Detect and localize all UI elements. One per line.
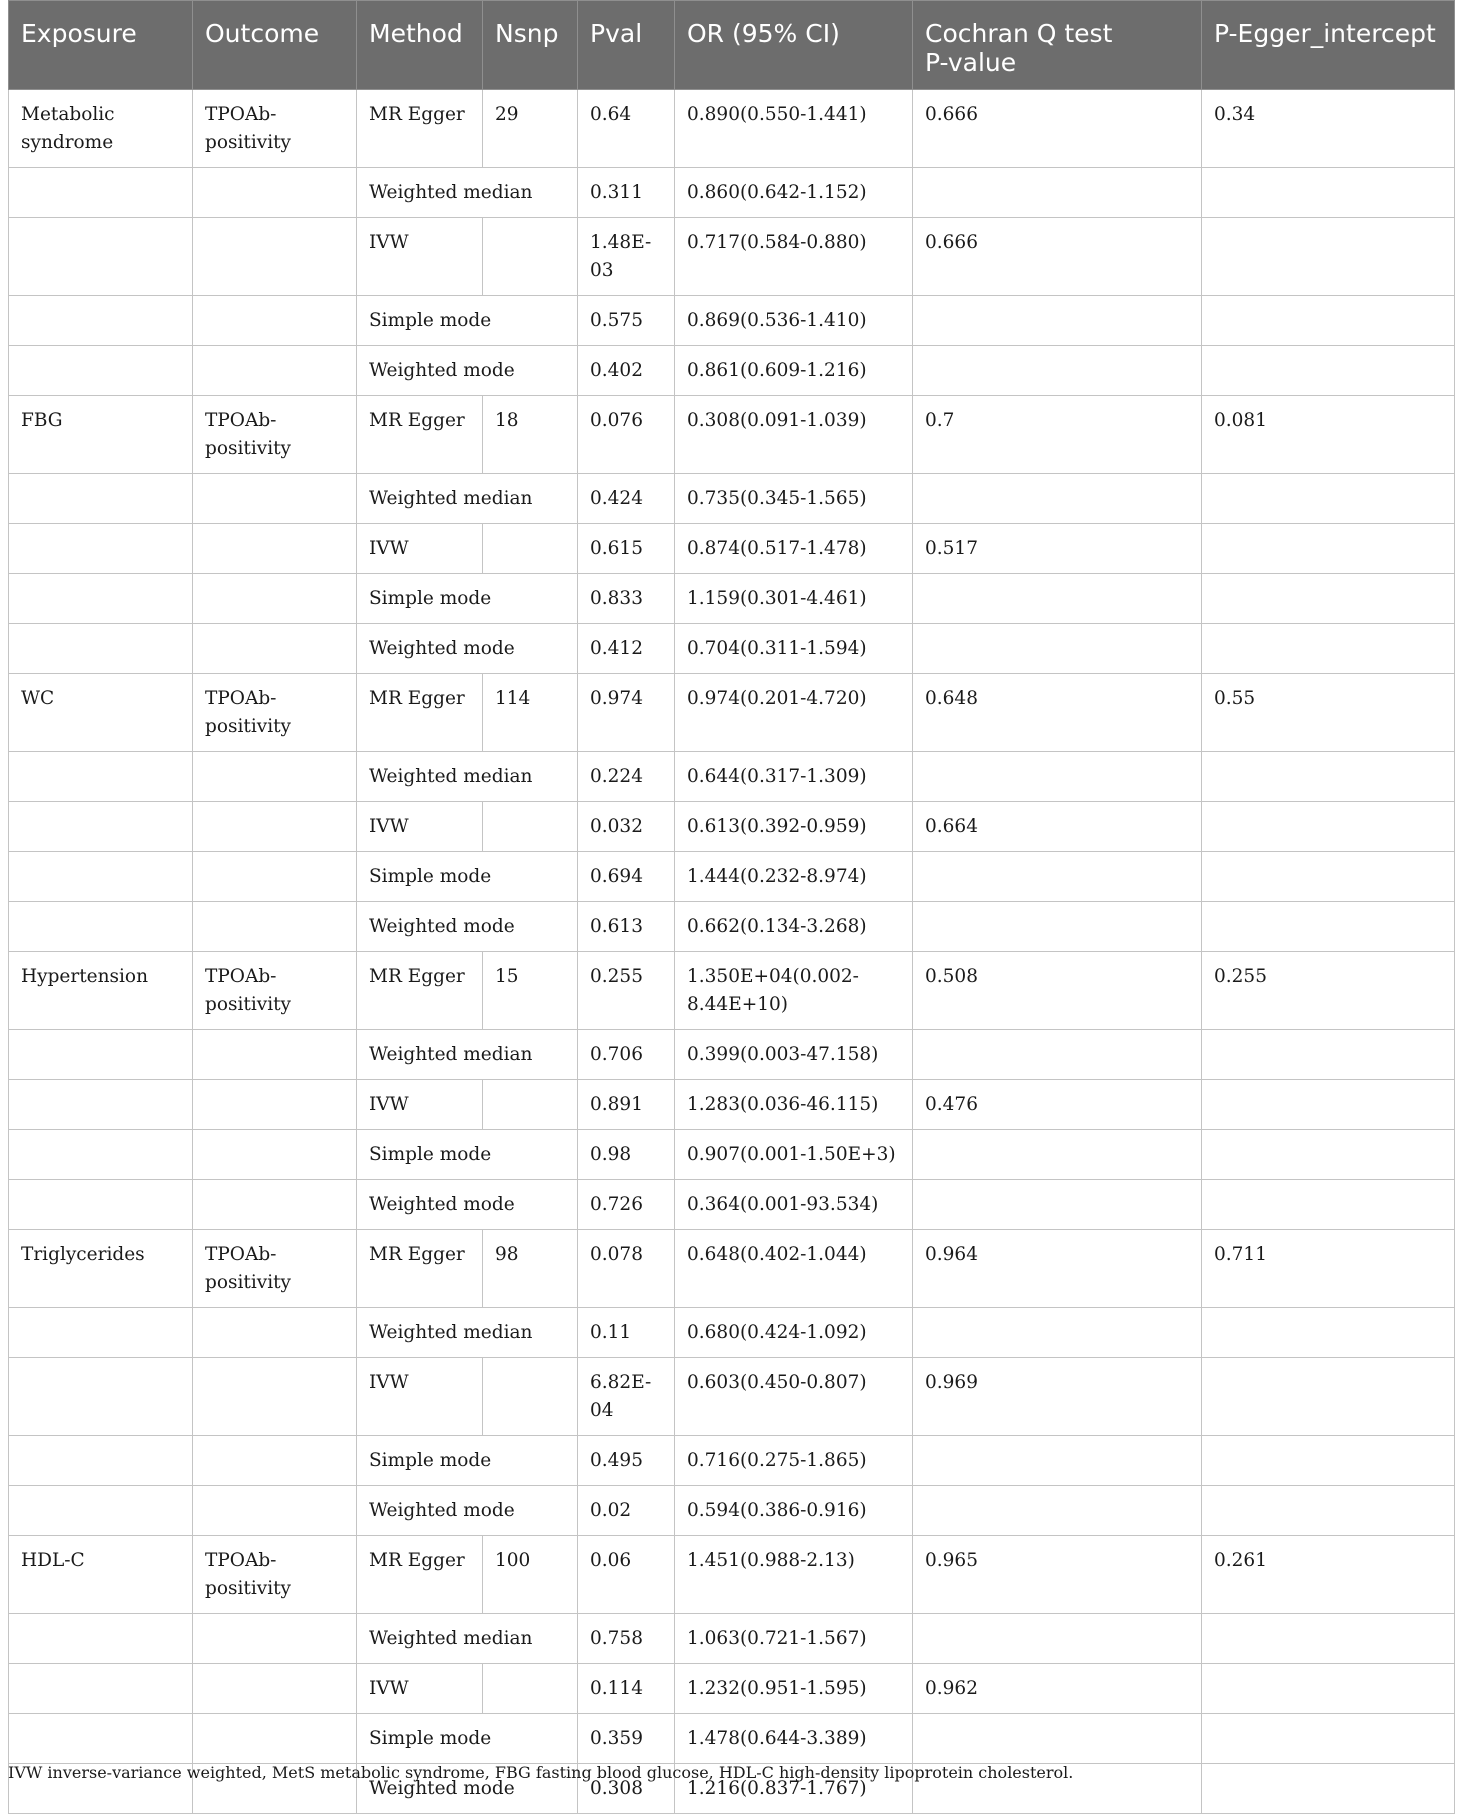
header-egger: P-Egger_intercept: [1202, 1, 1455, 90]
cell-egger: 0.34: [1202, 90, 1455, 168]
cell-egger: [1202, 1664, 1455, 1714]
cell-method: MR Egger: [357, 1230, 483, 1308]
cell-method: MR Egger: [357, 90, 483, 168]
cell-or: 0.716(0.275-1.865): [675, 1436, 913, 1486]
table-row: [9, 1536, 1455, 1614]
cell-pval: 0.308: [578, 1764, 675, 1814]
cell-egger: [1202, 1308, 1455, 1358]
cell-or: 0.735(0.345-1.565): [675, 474, 913, 524]
cell-or: 0.662(0.134-3.268): [675, 902, 913, 952]
cell-egger: [1202, 852, 1455, 902]
cell-q: 0.962: [913, 1664, 1202, 1714]
table-row: [9, 852, 1455, 902]
cell-or: 1.283(0.036-46.115): [675, 1080, 913, 1130]
cell-method: IVW: [357, 218, 483, 296]
cell-egger: [1202, 1180, 1455, 1230]
table-row: [9, 1664, 1455, 1714]
cell-q: [913, 1030, 1202, 1080]
cell-q: [913, 1486, 1202, 1536]
cell-pval: 0.758: [578, 1614, 675, 1664]
cell-method: Simple mode: [357, 1130, 578, 1180]
cell-method: IVW: [357, 1080, 483, 1130]
cell-method: Weighted mode: [357, 902, 578, 952]
cell-outcome: TPOAb-positivity: [193, 396, 357, 474]
cell-or: 0.890(0.550-1.441): [675, 90, 913, 168]
cell-pval: 6.82E-04: [578, 1358, 675, 1436]
cell-q: [913, 1308, 1202, 1358]
cell-pval: 0.224: [578, 752, 675, 802]
cell-exposure: [9, 218, 193, 296]
cell-egger: [1202, 218, 1455, 296]
cell-outcome: [193, 1180, 357, 1230]
cell-or: 1.216(0.837-1.767): [675, 1764, 913, 1814]
cell-outcome: TPOAb-positivity: [193, 952, 357, 1030]
cell-or: 0.869(0.536-1.410): [675, 296, 913, 346]
cell-nsnp: [483, 802, 578, 852]
cell-method: Weighted median: [357, 168, 578, 218]
cell-outcome: [193, 1714, 357, 1764]
table-row: [9, 1180, 1455, 1230]
cell-egger: [1202, 1358, 1455, 1436]
table-row: [9, 1486, 1455, 1536]
table-footnote: IVW inverse-variance weighted, MetS metabolic syndrome, FBG fasting blood glucose, HDL-C high-density lipoprotein cholesterol.: [8, 1763, 1074, 1782]
cell-egger: 0.261: [1202, 1536, 1455, 1614]
cell-outcome: TPOAb-positivity: [193, 1536, 357, 1614]
cell-nsnp: 29: [483, 90, 578, 168]
table-row: [9, 574, 1455, 624]
cell-exposure: [9, 574, 193, 624]
table-row: [9, 1080, 1455, 1130]
cell-pval: 1.48E-03: [578, 218, 675, 296]
cell-pval: 0.495: [578, 1436, 675, 1486]
cell-method: Weighted median: [357, 752, 578, 802]
cell-pval: 0.974: [578, 674, 675, 752]
cell-method: MR Egger: [357, 396, 483, 474]
cell-outcome: TPOAb-positivity: [193, 674, 357, 752]
cell-q: 0.666: [913, 90, 1202, 168]
cell-q: 0.666: [913, 218, 1202, 296]
cell-nsnp: [483, 1080, 578, 1130]
cell-method: IVW: [357, 1358, 483, 1436]
cell-pval: 0.98: [578, 1130, 675, 1180]
cell-exposure: [9, 296, 193, 346]
cell-method: Weighted mode: [357, 1486, 578, 1536]
cell-or: 0.644(0.317-1.309): [675, 752, 913, 802]
cell-exposure: [9, 852, 193, 902]
cell-method: Weighted median: [357, 1308, 578, 1358]
cell-method: Simple mode: [357, 1436, 578, 1486]
cell-outcome: TPOAb-positivity: [193, 90, 357, 168]
cell-outcome: [193, 574, 357, 624]
cell-pval: 0.412: [578, 624, 675, 674]
cell-exposure: [9, 524, 193, 574]
cell-exposure: Hypertension: [9, 952, 193, 1030]
cell-outcome: [193, 1486, 357, 1536]
cell-egger: [1202, 802, 1455, 852]
cell-exposure: Metabolic syndrome: [9, 90, 193, 168]
cell-exposure: [9, 1436, 193, 1486]
header-nsnp: Nsnp: [483, 1, 578, 90]
cell-outcome: [193, 802, 357, 852]
cell-pval: 0.726: [578, 1180, 675, 1230]
cell-exposure: [9, 802, 193, 852]
cell-pval: 0.615: [578, 524, 675, 574]
cell-method: Simple mode: [357, 574, 578, 624]
cell-or: 1.159(0.301-4.461): [675, 574, 913, 624]
cell-pval: 0.613: [578, 902, 675, 952]
cell-egger: [1202, 474, 1455, 524]
table-row: [9, 952, 1455, 1030]
cell-exposure: [9, 168, 193, 218]
cell-exposure: [9, 1714, 193, 1764]
cell-method: Weighted median: [357, 1614, 578, 1664]
cell-exposure: Triglycerides: [9, 1230, 193, 1308]
cell-egger: [1202, 624, 1455, 674]
cell-q: [913, 346, 1202, 396]
cell-or: 0.594(0.386-0.916): [675, 1486, 913, 1536]
cell-pval: 0.311: [578, 168, 675, 218]
cell-method: Simple mode: [357, 296, 578, 346]
cell-egger: [1202, 902, 1455, 952]
cell-method: IVW: [357, 1664, 483, 1714]
cell-exposure: [9, 1308, 193, 1358]
cell-or: 0.613(0.392-0.959): [675, 802, 913, 852]
table-row: [9, 802, 1455, 852]
cell-pval: 0.032: [578, 802, 675, 852]
cell-outcome: [193, 168, 357, 218]
table-row: [9, 1358, 1455, 1436]
cell-pval: 0.11: [578, 1308, 675, 1358]
cell-method: Weighted mode: [357, 1764, 578, 1814]
cell-method: MR Egger: [357, 952, 483, 1030]
table-row: [9, 752, 1455, 802]
cell-q: 0.965: [913, 1536, 1202, 1614]
cell-method: Weighted mode: [357, 1180, 578, 1230]
cell-or: 0.399(0.003-47.158): [675, 1030, 913, 1080]
cell-q: [913, 752, 1202, 802]
cell-or: 0.603(0.450-0.807): [675, 1358, 913, 1436]
cell-outcome: [193, 1614, 357, 1664]
cell-q: [913, 902, 1202, 952]
cell-q: 0.664: [913, 802, 1202, 852]
cell-pval: 0.891: [578, 1080, 675, 1130]
cell-method: MR Egger: [357, 674, 483, 752]
cell-or: 1.444(0.232-8.974): [675, 852, 913, 902]
cell-outcome: [193, 1358, 357, 1436]
header-exposure: Exposure: [9, 1, 193, 90]
cell-outcome: [193, 624, 357, 674]
cell-exposure: [9, 1358, 193, 1436]
cell-q: [913, 1614, 1202, 1664]
cell-exposure: HDL-C: [9, 1536, 193, 1614]
header-outcome: Outcome: [193, 1, 357, 90]
cell-nsnp: [483, 1664, 578, 1714]
table-row: [9, 296, 1455, 346]
cell-outcome: [193, 1130, 357, 1180]
cell-or: 0.874(0.517-1.478): [675, 524, 913, 574]
cell-pval: 0.402: [578, 346, 675, 396]
cell-egger: [1202, 574, 1455, 624]
cell-exposure: [9, 1030, 193, 1080]
cell-egger: [1202, 346, 1455, 396]
cell-pval: 0.076: [578, 396, 675, 474]
header-or: OR (95% CI): [675, 1, 913, 90]
cell-q: [913, 1714, 1202, 1764]
cell-egger: [1202, 1486, 1455, 1536]
cell-exposure: [9, 1130, 193, 1180]
cell-outcome: [193, 1664, 357, 1714]
cell-pval: 0.255: [578, 952, 675, 1030]
cell-q: 0.964: [913, 1230, 1202, 1308]
cell-or: 0.860(0.642-1.152): [675, 168, 913, 218]
cell-method: Weighted mode: [357, 624, 578, 674]
cell-outcome: [193, 1436, 357, 1486]
cell-or: 1.063(0.721-1.567): [675, 1614, 913, 1664]
cell-outcome: [193, 1030, 357, 1080]
cell-q: 0.476: [913, 1080, 1202, 1130]
cell-exposure: [9, 902, 193, 952]
table-row: [9, 396, 1455, 474]
table-row: [9, 168, 1455, 218]
cell-q: [913, 296, 1202, 346]
table-row: [9, 1308, 1455, 1358]
cell-method: Weighted mode: [357, 346, 578, 396]
cell-nsnp: [483, 218, 578, 296]
cell-or: 0.648(0.402-1.044): [675, 1230, 913, 1308]
cell-egger: [1202, 1130, 1455, 1180]
cell-or: 1.350E+04(0.002-8.44E+10): [675, 952, 913, 1030]
cell-nsnp: 114: [483, 674, 578, 752]
table-row: [9, 346, 1455, 396]
cell-egger: [1202, 1030, 1455, 1080]
cell-or: 1.232(0.951-1.595): [675, 1664, 913, 1714]
cell-q: [913, 1436, 1202, 1486]
cell-q: [913, 474, 1202, 524]
cell-exposure: [9, 474, 193, 524]
cell-nsnp: [483, 524, 578, 574]
cell-exposure: [9, 624, 193, 674]
cell-nsnp: 98: [483, 1230, 578, 1308]
cell-q: [913, 1180, 1202, 1230]
cell-nsnp: [483, 1358, 578, 1436]
cell-pval: 0.114: [578, 1664, 675, 1714]
cell-exposure: [9, 346, 193, 396]
cell-q: 0.7: [913, 396, 1202, 474]
cell-egger: [1202, 1436, 1455, 1486]
cell-outcome: [193, 474, 357, 524]
cell-exposure: WC: [9, 674, 193, 752]
cell-pval: 0.706: [578, 1030, 675, 1080]
cell-egger: [1202, 752, 1455, 802]
cell-outcome: [193, 346, 357, 396]
cell-egger: [1202, 168, 1455, 218]
table-row: [9, 218, 1455, 296]
cell-egger: 0.55: [1202, 674, 1455, 752]
cell-egger: 0.081: [1202, 396, 1455, 474]
cell-egger: [1202, 1080, 1455, 1130]
cell-method: MR Egger: [357, 1536, 483, 1614]
cell-pval: 0.02: [578, 1486, 675, 1536]
table-row: [9, 1030, 1455, 1080]
cell-method: Simple mode: [357, 852, 578, 902]
table-row: [9, 474, 1455, 524]
cell-pval: 0.64: [578, 90, 675, 168]
header-method: Method: [357, 1, 483, 90]
cell-exposure: [9, 1614, 193, 1664]
table-row: [9, 624, 1455, 674]
table-row: [9, 1436, 1455, 1486]
cell-outcome: [193, 902, 357, 952]
cell-q: 0.648: [913, 674, 1202, 752]
cell-outcome: [193, 852, 357, 902]
cell-or: 0.861(0.609-1.216): [675, 346, 913, 396]
cell-exposure: [9, 1664, 193, 1714]
table-row: [9, 1230, 1455, 1308]
cell-method: IVW: [357, 524, 483, 574]
cell-outcome: [193, 1308, 357, 1358]
cell-outcome: TPOAb-positivity: [193, 1230, 357, 1308]
table-row: [9, 902, 1455, 952]
cell-q: 0.969: [913, 1358, 1202, 1436]
cell-nsnp: 18: [483, 396, 578, 474]
cell-exposure: [9, 1080, 193, 1130]
cell-q: [913, 1130, 1202, 1180]
cell-method: Simple mode: [357, 1714, 578, 1764]
cell-egger: [1202, 296, 1455, 346]
table-row: [9, 1130, 1455, 1180]
cell-pval: 0.833: [578, 574, 675, 624]
cell-or: 0.717(0.584-0.880): [675, 218, 913, 296]
cell-q: [913, 574, 1202, 624]
cell-egger: [1202, 1764, 1455, 1814]
table-row: [9, 524, 1455, 574]
cell-q: [913, 168, 1202, 218]
table-container: [8, 0, 1454, 1814]
cell-outcome: [193, 296, 357, 346]
cell-egger: [1202, 1714, 1455, 1764]
cell-q: [913, 624, 1202, 674]
cell-exposure: [9, 1486, 193, 1536]
cell-outcome: [193, 1080, 357, 1130]
cell-pval: 0.359: [578, 1714, 675, 1764]
cell-q: 0.508: [913, 952, 1202, 1030]
cell-or: 0.308(0.091-1.039): [675, 396, 913, 474]
cell-q: 0.517: [913, 524, 1202, 574]
header-row: [9, 1, 1455, 90]
cell-or: 0.680(0.424-1.092): [675, 1308, 913, 1358]
cell-pval: 0.078: [578, 1230, 675, 1308]
cell-or: 0.364(0.001-93.534): [675, 1180, 913, 1230]
cell-egger: 0.711: [1202, 1230, 1455, 1308]
cell-egger: 0.255: [1202, 952, 1455, 1030]
cell-method: Weighted median: [357, 1030, 578, 1080]
cell-q: [913, 852, 1202, 902]
cell-method: Weighted median: [357, 474, 578, 524]
cell-or: 0.907(0.001-1.50E+3): [675, 1130, 913, 1180]
cell-or: 1.478(0.644-3.389): [675, 1714, 913, 1764]
cell-exposure: FBG: [9, 396, 193, 474]
table-row: [9, 1614, 1455, 1664]
cell-nsnp: 15: [483, 952, 578, 1030]
cell-outcome: [193, 752, 357, 802]
cell-or: 1.451(0.988-2.13): [675, 1536, 913, 1614]
header-pval: Pval: [578, 1, 675, 90]
cell-pval: 0.424: [578, 474, 675, 524]
cell-outcome: [193, 524, 357, 574]
cell-egger: [1202, 524, 1455, 574]
cell-pval: 0.694: [578, 852, 675, 902]
cell-exposure: [9, 1180, 193, 1230]
table-row: [9, 674, 1455, 752]
table-row: [9, 1714, 1455, 1764]
cell-outcome: [193, 218, 357, 296]
cell-pval: 0.575: [578, 296, 675, 346]
cell-nsnp: 100: [483, 1536, 578, 1614]
cell-or: 0.704(0.311-1.594): [675, 624, 913, 674]
cell-method: IVW: [357, 802, 483, 852]
cell-exposure: [9, 752, 193, 802]
header-cochran: Cochran Q test P-value: [913, 1, 1202, 90]
table-row: [9, 90, 1455, 168]
cell-pval: 0.06: [578, 1536, 675, 1614]
results-table: [8, 0, 1455, 1814]
cell-or: 0.974(0.201-4.720): [675, 674, 913, 752]
cell-egger: [1202, 1614, 1455, 1664]
